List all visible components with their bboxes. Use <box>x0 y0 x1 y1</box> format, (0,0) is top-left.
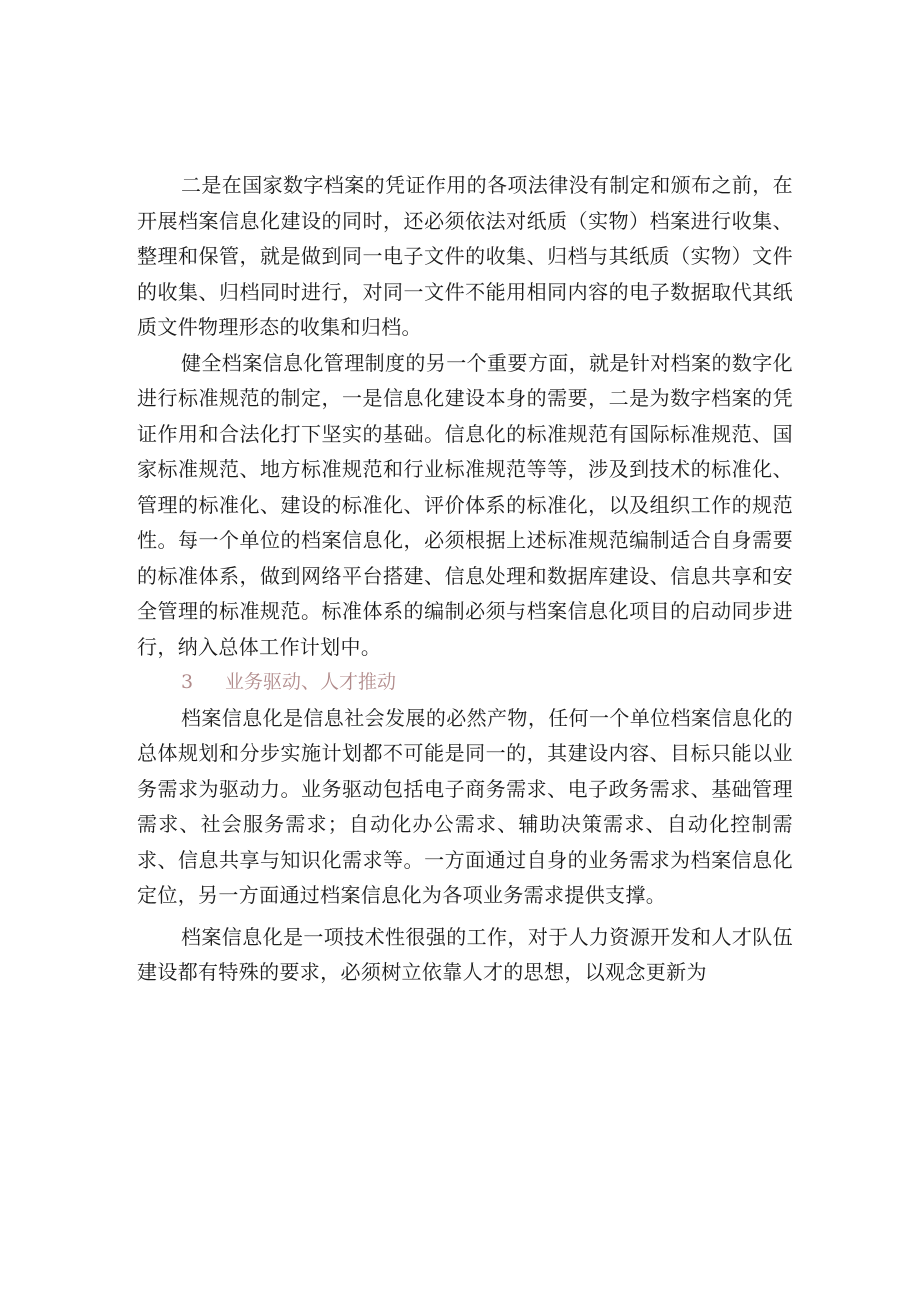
paragraph-business-driven: 档案信息化是信息社会发展的必然产物，任何一个单位档案信息化的总体规划和分步实施计划都不可能是同一的，其建设内容、目标只能以业务需求为驱动力。业务驱动包括电子商务需求、电子政务需求、基础管理需求、社会服务需求；自动化办公需求、辅助决策需求、自动化控制需求、信息共享与知识化需求等。一方面通过自身的业务需求为档案信息化定位，另一方面通过档案信息化为各项业务需求提供支撑。 <box>137 705 793 907</box>
section-number: 3 <box>181 671 194 693</box>
paragraph-paper-archive-collection: 二是在国家数字档案的凭证作用的各项法律没有制定和颁布之前，在开展档案信息化建设的同时，还必须依法对纸质（实物）档案进行收集、整理和保管，就是做到同一电子文件的收集、归档与其纸质（实物）文件的收集、归档同时进行，对同一文件不能用相同内容的电子数据取代其纸质文件物理形态的收集和归档。 <box>137 173 793 339</box>
section-title: 业务驱动、人才推动 <box>225 671 397 693</box>
document-body <box>137 168 793 991</box>
section-heading <box>137 665 793 701</box>
paragraph-standards: 健全档案信息化管理制度的另一个重要方面，就是针对档案的数字化进行标准规范的制定，一是信息化建设本身的需要，二是为数字档案的凭证作用和合法化打下坚实的基础。信息化的标准规范有国际标准规范、国家标准规范、地方标准规范和行业标准规范等等，涉及到技术的标准化、管理的标准化、建设的标准化、评价体系的标准化，以及组织工作的规范性。每一个单位的档案信息化，必须根据上述标准规范编制适合自身需要的标准体系，做到网络平台搭建、信息处理和数据库建设、信息共享和安全管理的标准规范。标准体系的编制必须与档案信息化项目的启动同步进行，纳入总体工作计划中。 <box>137 350 793 659</box>
paragraph-talent: 档案信息化是一项技术性很强的工作，对于人力资源开发和人才队伍建设都有特殊的要求，必须树立依靠人才的思想，以观念更新为 <box>137 924 793 984</box>
